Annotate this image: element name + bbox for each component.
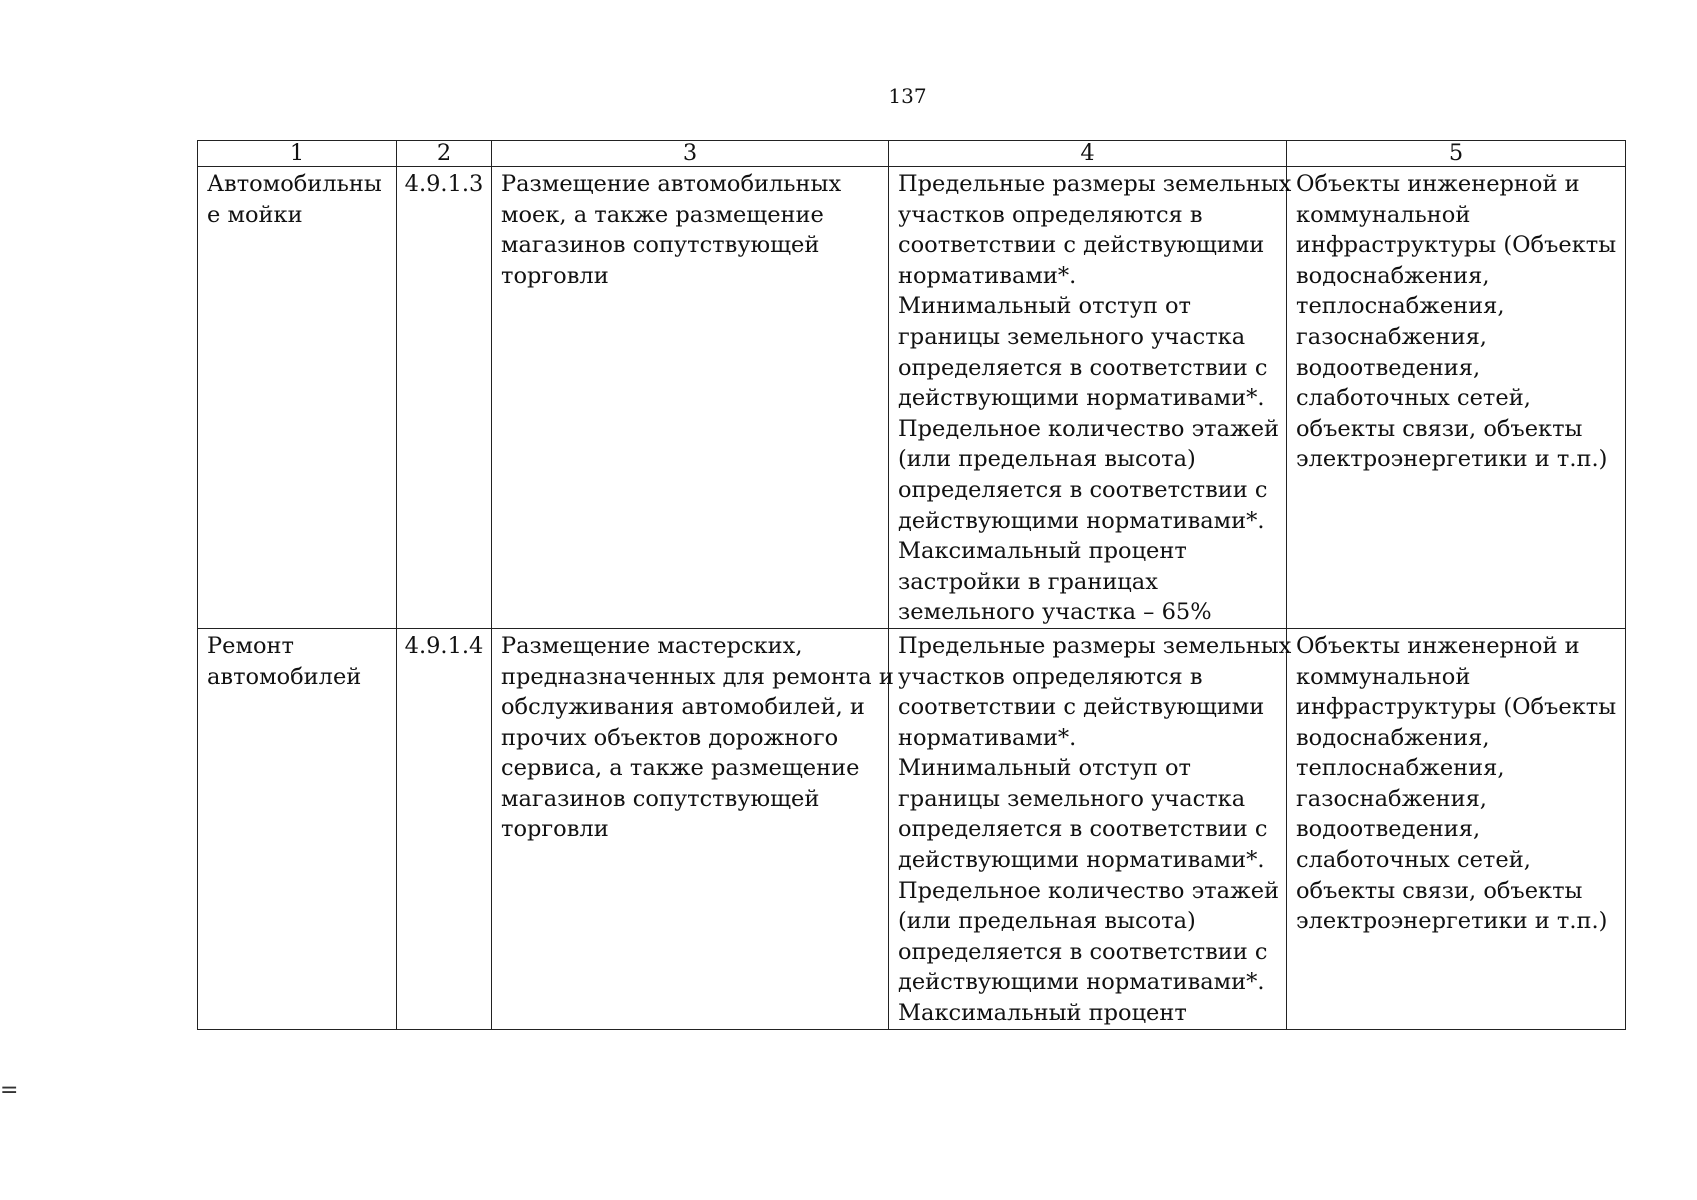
text-line: водоснабжения, (1296, 724, 1490, 751)
text-line: моек, а также размещение (501, 201, 824, 228)
text-line: коммунальной (1296, 663, 1471, 690)
text-line: предназначенных для ремонта и (501, 663, 894, 690)
text-line: инфраструктуры (Объекты (1296, 694, 1617, 721)
text-line: Автомобильны (207, 171, 382, 197)
text-line: границы земельного участка (898, 323, 1246, 350)
column-number-3: 3 (492, 141, 889, 167)
text-line: определяется в соответствии с (898, 816, 1268, 843)
text-line: Минимальный отступ от (898, 293, 1191, 320)
text-line: Ремонт (207, 632, 294, 659)
parameters-cell (889, 167, 1292, 629)
text-line: водоотведения, (1296, 354, 1481, 381)
text-line: Размещение автомобильных (501, 171, 842, 197)
text-line: Объекты инженерной и (1296, 171, 1580, 197)
text-line: определяется в соответствии с (898, 476, 1268, 503)
column-number-1: 1 (198, 141, 397, 167)
text-line: сервиса, а также размещение (501, 755, 860, 782)
text-line: нормативами*. (898, 724, 1077, 751)
text-line: определяется в соответствии с (898, 938, 1268, 965)
text-line: действующими нормативами*. (898, 969, 1265, 996)
text-line: застройки в границах (898, 568, 1158, 595)
text-line: соответствии с действующими (898, 694, 1265, 721)
text-line: участков определяются в (898, 663, 1203, 690)
land-use-table (197, 140, 1626, 1030)
land-use-name-cell (198, 628, 397, 1029)
text-line: е мойки (207, 201, 303, 228)
text-line: (или предельная высота) (898, 446, 1196, 473)
text-line: водоотведения, (1296, 816, 1481, 843)
column-number-4: 4 (889, 141, 1287, 167)
table-row (198, 167, 1626, 629)
parameters-cell (889, 628, 1292, 1029)
text-line: нормативами*. (898, 262, 1077, 289)
text-line: Предельные размеры земельных (898, 171, 1292, 197)
text-line: газоснабжения, (1296, 785, 1487, 812)
text-line: Предельные размеры земельных (898, 632, 1292, 659)
land-use-code-cell: 4.9.1.4 (397, 628, 492, 1029)
text-line: Предельное количество этажей (898, 877, 1280, 904)
text-line: инфраструктуры (Объекты (1296, 232, 1617, 259)
text-line: Объекты инженерной и (1296, 632, 1580, 659)
text-line: теплоснабжения, (1296, 755, 1505, 782)
text-line: обслуживания автомобилей, и (501, 694, 865, 721)
text-line: слаботочных сетей, (1296, 385, 1531, 412)
text-line: теплоснабжения, (1296, 293, 1505, 320)
text-line: Максимальный процент (898, 1000, 1187, 1027)
column-number-2: 2 (397, 141, 492, 167)
text-line: объекты связи, объекты (1296, 877, 1583, 904)
text-line: водоснабжения, (1296, 262, 1490, 289)
text-line: соответствии с действующими (898, 232, 1265, 259)
text-line: торговли (501, 816, 609, 843)
text-line: Минимальный отступ от (898, 755, 1191, 782)
text-line: Предельное количество этажей (898, 415, 1280, 442)
text-line: действующими нормативами*. (898, 385, 1265, 412)
text-line: действующими нормативами*. (898, 507, 1265, 534)
text-line: коммунальной (1296, 201, 1471, 228)
text-line: электроэнергетики и т.п.) (1296, 908, 1608, 935)
land-use-name-cell (198, 167, 397, 629)
margin-mark: = (0, 1078, 19, 1103)
text-line: Размещение мастерских, (501, 632, 803, 659)
table-row (198, 628, 1626, 1029)
text-line: автомобилей (207, 663, 362, 690)
description-cell (492, 167, 889, 629)
text-line: газоснабжения, (1296, 323, 1487, 350)
text-line: (или предельная высота) (898, 908, 1196, 935)
text-line: действующими нормативами*. (898, 847, 1265, 874)
text-line: торговли (501, 262, 609, 289)
column-number-5: 5 (1287, 141, 1626, 167)
text-line: электроэнергетики и т.п.) (1296, 446, 1608, 473)
text-line: магазинов сопутствующей (501, 232, 820, 259)
text-line: определяется в соответствии с (898, 354, 1268, 381)
objects-cell (1287, 628, 1626, 1029)
table-header-row (198, 141, 1626, 167)
text-line: объекты связи, объекты (1296, 415, 1583, 442)
text-line: участков определяются в (898, 201, 1203, 228)
text-line: границы земельного участка (898, 785, 1246, 812)
text-line: магазинов сопутствующей (501, 785, 820, 812)
text-line: прочих объектов дорожного (501, 724, 839, 751)
objects-cell (1287, 167, 1626, 629)
land-use-code-cell: 4.9.1.3 (397, 167, 492, 629)
description-cell (492, 628, 894, 1029)
text-line: земельного участка – 65% (898, 599, 1212, 626)
text-line: слаботочных сетей, (1296, 847, 1531, 874)
text-line: Максимальный процент (898, 538, 1187, 565)
page-number: 137 (888, 84, 927, 108)
